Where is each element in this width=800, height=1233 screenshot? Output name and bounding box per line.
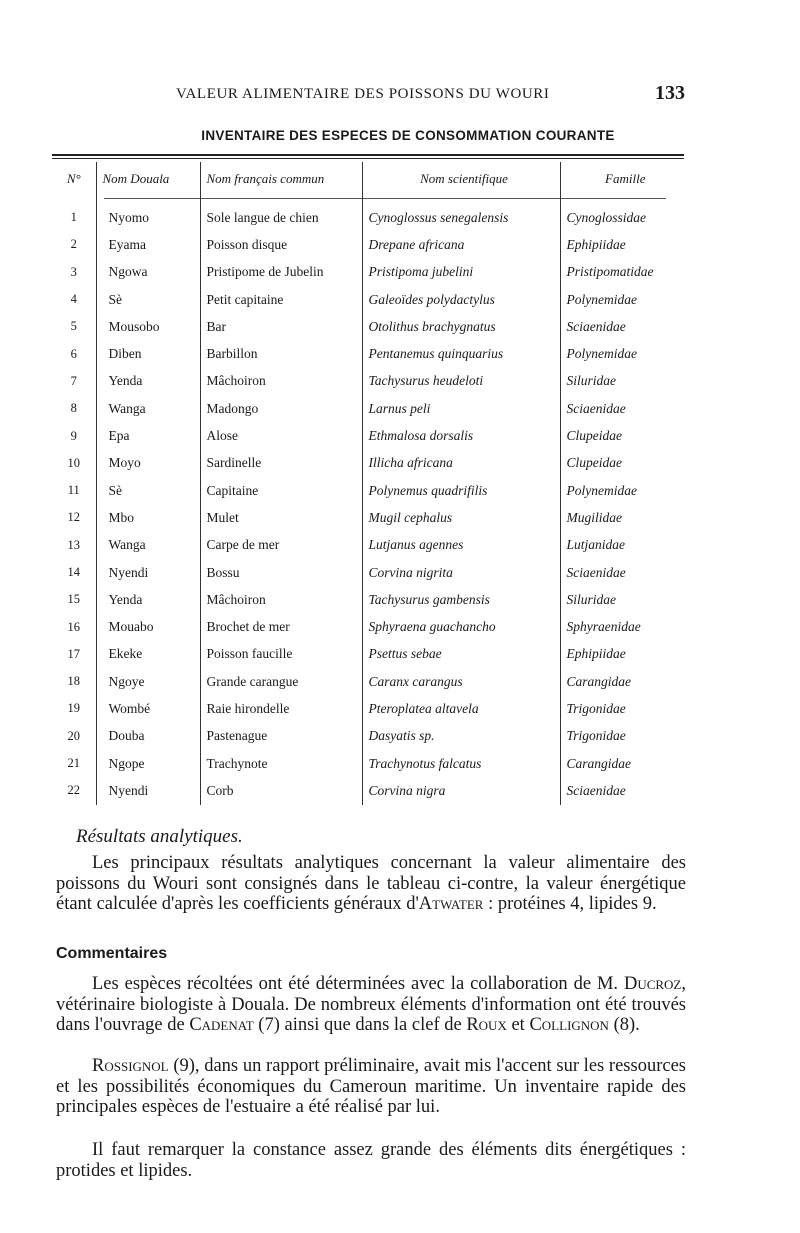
table-title: INVENTAIRE DES ESPECES DE CONSOMMATION COURANTE: [201, 128, 615, 143]
row-number: 5: [70, 319, 77, 334]
row-number: 8: [70, 401, 77, 416]
scientific-name: Sphyraena guachancho: [362, 613, 560, 640]
comments-paragraph-1: [56, 974, 686, 1036]
french-name: Sole langue de chien: [200, 196, 362, 231]
author-collignon: Collignon: [529, 1015, 609, 1036]
douala-name: Ekeke: [96, 641, 200, 668]
french-name: Madongo: [200, 395, 362, 422]
column-header-scientific-name: Nom scientifique: [362, 162, 560, 196]
french-name: Alose: [200, 422, 362, 449]
family: Trigonidae: [560, 723, 684, 750]
family: Sciaenidae: [560, 395, 684, 422]
french-name: Carpe de mer: [200, 532, 362, 559]
scientific-name: Larnus peli: [362, 395, 560, 422]
table-row: [52, 340, 684, 367]
family: Sciaenidae: [560, 313, 684, 340]
table-row: [52, 422, 684, 449]
french-name: Bar: [200, 313, 362, 340]
scientific-name: Psettus sebae: [362, 641, 560, 668]
french-name: Corb: [200, 777, 362, 804]
table-header-row: [52, 162, 684, 196]
scientific-name: Tachysurus heudeloti: [362, 368, 560, 395]
table-row: [52, 286, 684, 313]
row-number: 21: [67, 756, 80, 771]
family: Polynemidae: [560, 286, 684, 313]
row-number: 14: [67, 565, 80, 579]
douala-name: Douba: [96, 723, 200, 750]
scientific-name: Corvina nigrita: [362, 559, 560, 586]
running-title: VALEUR ALIMENTAIRE DES POISSONS DU WOURI: [176, 86, 550, 102]
douala-name: Diben: [96, 340, 200, 367]
scientific-name: Pristipoma jubelini: [362, 259, 560, 286]
douala-name: Sè: [96, 286, 200, 313]
table-row: [52, 313, 684, 340]
row-number: 11: [67, 483, 80, 498]
row-number: 10: [67, 455, 80, 470]
french-name: Barbillon: [200, 340, 362, 367]
french-name: Petit capitaine: [200, 286, 362, 313]
family: Pristipomatidae: [560, 259, 684, 286]
french-name: Mulet: [200, 504, 362, 531]
douala-name: Ngowa: [96, 259, 200, 286]
comments-text: (8).: [608, 1015, 640, 1036]
family: Cynoglossidae: [560, 196, 684, 231]
species-inventory-table: [52, 162, 684, 805]
family: Trigonidae: [560, 695, 684, 722]
scientific-name: Illicha africana: [362, 450, 560, 477]
family: Carangidae: [560, 750, 684, 777]
family: Clupeidae: [560, 422, 684, 449]
table-top-rule-thin: [52, 158, 684, 159]
scientific-name: Caranx carangus: [362, 668, 560, 695]
row-number: 9: [70, 428, 77, 443]
family: Polynemidae: [560, 477, 684, 504]
french-name: Grande carangue: [200, 668, 362, 695]
family: Sphyraenidae: [560, 613, 684, 640]
douala-name: Moyo: [96, 450, 200, 477]
scientific-name: Drepane africana: [362, 231, 560, 258]
scientific-name: Polynemus quadrifilis: [362, 477, 560, 504]
table-row: [52, 586, 684, 613]
table-row: [52, 532, 684, 559]
table-row: [52, 395, 684, 422]
french-name: Sardinelle: [200, 450, 362, 477]
author-atwater: Atwater: [418, 894, 484, 915]
scientific-name: Otolithus brachygnatus: [362, 313, 560, 340]
douala-name: Mbo: [96, 504, 200, 531]
table-row: [52, 196, 684, 231]
douala-name: Wombé: [96, 695, 200, 722]
comments-paragraph-3: [56, 1140, 686, 1181]
table-row: [52, 777, 684, 804]
row-number: 19: [67, 701, 80, 716]
scientific-name: Trachynotus falcatus: [362, 750, 560, 777]
scientific-name: Mugil cephalus: [362, 504, 560, 531]
comments-paragraph-2: [56, 1056, 686, 1118]
family: Lutjanidae: [560, 532, 684, 559]
comments-text: Il faut remarquer la constance assez grande des éléments dits énergétiques : protides et lipides.: [56, 1140, 686, 1181]
french-name: Poisson faucille: [200, 641, 362, 668]
family: Polynemidae: [560, 340, 684, 367]
table-row: [52, 750, 684, 777]
scientific-name: Cynoglossus senegalensis: [362, 196, 560, 231]
family: Siluridae: [560, 368, 684, 395]
comments-heading: Commentaires: [56, 945, 168, 962]
french-name: Pristipome de Jubelin: [200, 259, 362, 286]
family: Ephipiidae: [560, 231, 684, 258]
family: Mugilidae: [560, 504, 684, 531]
douala-name: Nyendi: [96, 559, 200, 586]
table-row: [52, 613, 684, 640]
douala-name: Sè: [96, 477, 200, 504]
author-roux: Roux: [466, 1015, 507, 1036]
row-number: 2: [70, 237, 77, 252]
douala-name: Epa: [96, 422, 200, 449]
page-header: [0, 82, 800, 110]
results-text-a: Les principaux résultats analytiques concernant la valeur alimentaire des poissons du Wouri sont consignés dans le tableau ci-contre, la valeur énergétique étant calculée d'après les coefficients généraux d': [56, 853, 686, 915]
douala-name: Nyomo: [96, 196, 200, 231]
family: Sciaenidae: [560, 559, 684, 586]
family: Carangidae: [560, 668, 684, 695]
row-number: 1: [70, 210, 77, 225]
table-row: [52, 504, 684, 531]
column-header-douala-name: Nom Douala: [96, 162, 200, 196]
french-name: Bossu: [200, 559, 362, 586]
column-header-family: Famille: [560, 162, 684, 196]
table-row: [52, 641, 684, 668]
douala-name: Wanga: [96, 532, 200, 559]
table-row: [52, 723, 684, 750]
comments-text: et: [506, 1015, 530, 1036]
family: Clupeidae: [560, 450, 684, 477]
french-name: Brochet de mer: [200, 613, 362, 640]
table-body: [52, 196, 684, 805]
table-row: [52, 259, 684, 286]
comments-text: (9), dans un rapport préliminaire, avait mis l'accent sur les ressources et les possibilités économiques du Cameroun maritime. Un inventaire rapide des principales espèces de l'estuaire a été réalisé par lui.: [56, 1056, 686, 1118]
row-number: 7: [70, 373, 77, 388]
douala-name: Ngope: [96, 750, 200, 777]
douala-name: Mouabo: [96, 613, 200, 640]
page-number: 133: [655, 82, 685, 104]
douala-name: Wanga: [96, 395, 200, 422]
douala-name: Mousobo: [96, 313, 200, 340]
scientific-name: Lutjanus agennes: [362, 532, 560, 559]
douala-name: Eyama: [96, 231, 200, 258]
douala-name: Yenda: [96, 368, 200, 395]
comments-text: (7) ainsi que dans la clef de: [253, 1015, 467, 1036]
column-header-number: N°: [66, 171, 81, 186]
table-row: [52, 368, 684, 395]
douala-name: Nyendi: [96, 777, 200, 804]
scientific-name: Pentanemus quinquarius: [362, 340, 560, 367]
results-paragraph: [56, 853, 686, 915]
french-name: Pastenague: [200, 723, 362, 750]
french-name: Poisson disque: [200, 231, 362, 258]
table-row: [52, 477, 684, 504]
family: Ephipiidae: [560, 641, 684, 668]
scientific-name: Galeoïdes polydactylus: [362, 286, 560, 313]
table-row: [52, 231, 684, 258]
scientific-name: Corvina nigra: [362, 777, 560, 804]
row-number: 3: [70, 264, 77, 279]
scientific-name: Dasyatis sp.: [362, 723, 560, 750]
scientific-name: Pteroplatea altavela: [362, 695, 560, 722]
comments-text: , vétérinaire biologiste à Douala. De nombreux éléments d'information ont été trouvés dans l'ouvrage de: [56, 974, 686, 1036]
author-cadenat: Cadenat: [189, 1015, 254, 1036]
family: Sciaenidae: [560, 777, 684, 804]
french-name: Mâchoiron: [200, 586, 362, 613]
row-number: 16: [67, 619, 80, 634]
douala-name: Yenda: [96, 586, 200, 613]
results-subtitle: Résultats analytiques.: [76, 826, 243, 847]
french-name: Trachynote: [200, 750, 362, 777]
row-number: 13: [67, 537, 80, 552]
author-ducroz: Ducroz: [623, 974, 682, 994]
row-number: 20: [67, 728, 80, 743]
row-number: 12: [67, 510, 80, 525]
douala-name: Ngoye: [96, 668, 200, 695]
french-name: Capitaine: [200, 477, 362, 504]
family: Siluridae: [560, 586, 684, 613]
row-number: 6: [70, 346, 77, 361]
row-number: 4: [70, 292, 77, 307]
row-number: 22: [67, 783, 80, 798]
author-rossignol: Rossignol: [92, 1056, 169, 1076]
table-top-rule: [52, 154, 684, 156]
table-row: [52, 559, 684, 586]
row-number: 15: [67, 592, 80, 607]
table-row: [52, 695, 684, 722]
row-number: 18: [67, 674, 80, 689]
french-name: Raie hirondelle: [200, 695, 362, 722]
scientific-name: Ethmalosa dorsalis: [362, 422, 560, 449]
french-name: Mâchoiron: [200, 368, 362, 395]
column-header-french-name: Nom français commun: [200, 162, 362, 196]
scientific-name: Tachysurus gambensis: [362, 586, 560, 613]
table-row: [52, 668, 684, 695]
row-number: 17: [67, 646, 80, 661]
results-text-b: : protéines 4, lipides 9.: [483, 894, 657, 915]
comments-text: Les espèces récoltées ont été déterminées avec la collaboration de M.: [92, 974, 624, 994]
table-row: [52, 450, 684, 477]
